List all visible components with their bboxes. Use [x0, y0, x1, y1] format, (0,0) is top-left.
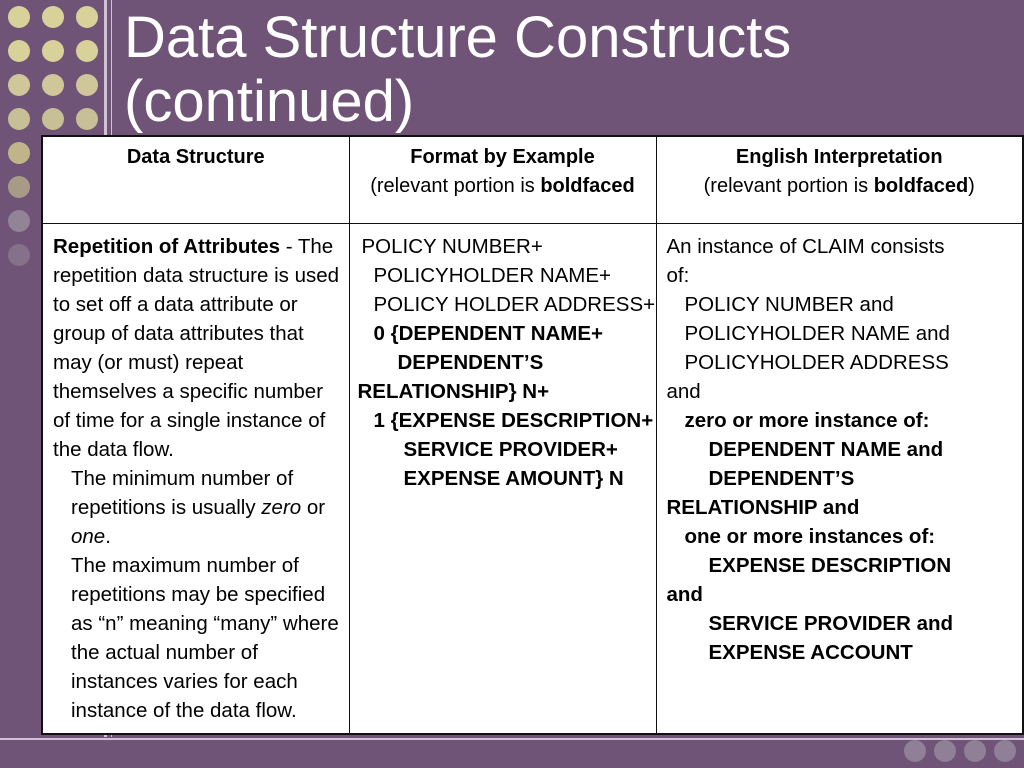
header-col3-note-end: )	[968, 175, 975, 197]
bottom-decorative-dots	[904, 740, 1016, 762]
minimum-one: one	[71, 525, 106, 548]
format-line: SERVICE PROVIDER+	[403, 438, 618, 461]
interpretation-line: EXPENSE ACCOUNT	[708, 641, 913, 664]
decor-dot	[8, 6, 30, 28]
header-col3-note: (relevant portion is	[703, 175, 874, 197]
interpretation-line: RELATIONSHIP and	[666, 496, 860, 519]
interpretation-line: POLICY NUMBER and	[684, 293, 894, 316]
format-line: POLICYHOLDER NAME+	[373, 264, 612, 287]
interpretation-line: and	[666, 380, 701, 403]
format-line: DEPENDENT’S	[397, 351, 544, 374]
decor-dot	[42, 74, 64, 96]
decor-dot	[994, 740, 1016, 762]
repetition-definition	[53, 232, 341, 464]
decor-dot	[934, 740, 956, 762]
interpretation-line: An instance of CLAIM consists	[666, 235, 945, 258]
interpretation-line: POLICYHOLDER ADDRESS	[684, 351, 949, 374]
minimum-zero: zero	[261, 496, 302, 519]
decor-dot	[76, 74, 98, 96]
interpretation-line: SERVICE PROVIDER and	[708, 612, 954, 635]
header-english-interpretation	[656, 136, 1023, 224]
table-header-row	[42, 136, 1023, 224]
decor-dot	[76, 40, 98, 62]
header-col3-label: English Interpretation	[735, 146, 943, 168]
bottom-divider	[0, 738, 1024, 740]
interpretation-line: of:	[666, 264, 690, 287]
format-line: RELATIONSHIP} N+	[357, 380, 550, 403]
slide-title-line1: Data Structure Constructs	[124, 5, 792, 70]
header-format-by-example	[349, 136, 656, 224]
decor-dot	[42, 108, 64, 130]
maximum-note: The maximum number of repetitions may be specified as “n” meaning “many” where the actual number of instances varies for each instance of the data flow.	[71, 554, 339, 722]
format-line: POLICY NUMBER+	[361, 235, 543, 258]
decor-dot	[8, 244, 30, 266]
slide-title	[124, 6, 1004, 134]
format-line: EXPENSE AMOUNT} N	[403, 467, 624, 490]
interpretation-line: one or more instances of:	[684, 525, 936, 548]
interpretation-line: DEPENDENT NAME and	[708, 438, 944, 461]
decor-dot	[8, 210, 30, 232]
minimum-or: or	[301, 496, 326, 519]
format-line: POLICY HOLDER ADDRESS+	[373, 293, 656, 316]
table-row	[42, 224, 1023, 735]
format-line: 1 {EXPENSE DESCRIPTION+	[373, 409, 654, 432]
decor-dot	[964, 740, 986, 762]
interpretation-line: POLICYHOLDER NAME and	[684, 322, 950, 345]
decor-dot	[904, 740, 926, 762]
header-col2-note: (relevant portion is	[370, 175, 541, 197]
cell-english-interpretation	[656, 224, 1023, 735]
data-structure-table	[41, 135, 1024, 735]
decor-dot	[8, 40, 30, 62]
decor-dot	[76, 6, 98, 28]
interpretation-line: DEPENDENT’S	[708, 467, 855, 490]
decor-dot	[8, 142, 30, 164]
slide-title-line2: (continued)	[124, 69, 415, 134]
decor-dot	[42, 40, 64, 62]
cell-format-by-example	[349, 224, 656, 735]
interpretation-line: and	[666, 583, 703, 606]
header-col2-label: Format by Example	[410, 146, 595, 168]
decor-dot	[8, 74, 30, 96]
definition-text: - The repetition data structure is used to set off a data attribute or group of data attributes that may (or must) repeat themselves a specific number of time for a single instance of the data flow.	[53, 235, 340, 461]
bottom-band	[0, 737, 1024, 768]
interpretation-line: zero or more instance of:	[684, 409, 930, 432]
decor-dot	[42, 6, 64, 28]
header-col3-note-bold: boldfaced	[873, 175, 969, 197]
header-col2-note-bold: boldfaced	[540, 175, 635, 197]
header-col1-label: Data Structure	[126, 146, 265, 168]
decor-dot	[8, 176, 30, 198]
decor-dot	[76, 108, 98, 130]
minimum-note	[53, 464, 341, 551]
interpretation-line: EXPENSE DESCRIPTION	[708, 554, 952, 577]
term-repetition-of-attributes: Repetition of Attributes	[53, 235, 281, 258]
minimum-text: The minimum number of repetitions is usually	[71, 467, 294, 519]
header-data-structure	[42, 136, 349, 224]
decor-dot	[8, 108, 30, 130]
format-line: 0 {DEPENDENT NAME+	[373, 322, 604, 345]
minimum-end: .	[105, 525, 111, 548]
cell-data-structure	[42, 224, 349, 735]
